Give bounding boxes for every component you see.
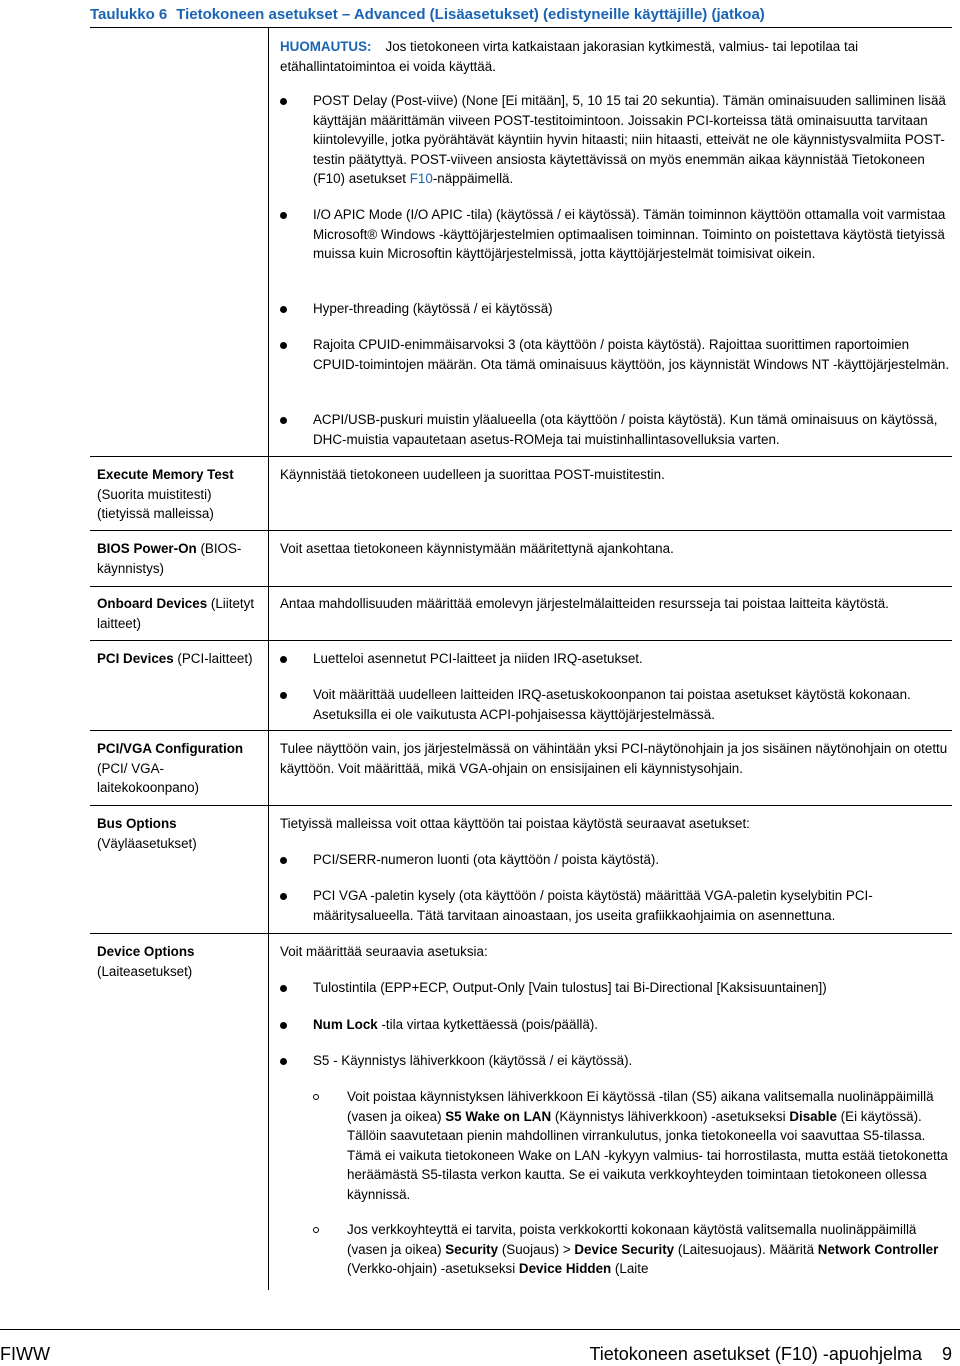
setting-translation: (Väyläasetukset)	[97, 835, 197, 851]
sub-bullet-icon	[313, 1227, 319, 1233]
list-item	[280, 886, 952, 925]
sub-text: (Suojaus) >	[498, 1241, 575, 1257]
table-title: Tietokoneen asetukset – Advanced (Lisäasetukset) (edistyneille käyttäjille) (jatkoa)	[176, 6, 765, 23]
row-label	[97, 465, 265, 524]
row-description: Käynnistää tietokoneen uudelleen ja suorittaa POST-muistitestin.	[280, 467, 665, 482]
setting-name: Device Options	[97, 944, 195, 959]
footer-title	[589, 1344, 952, 1364]
note-label: HUOMAUTUS:	[280, 39, 372, 54]
row-divider	[90, 805, 952, 806]
row-description: Voit määrittää seuraavia asetuksia:	[280, 944, 488, 959]
row-description: Tulee näyttöön vain, jos järjestelmässä on vähintään yksi PCI-näytönohjain ja jos sisäinen näytönohjain on otettu käyttöön. Voit määrittää, mikä VGA-ohjain on ensisijainen eli käynnistysohjain.	[280, 741, 948, 776]
bullet-icon	[280, 1022, 287, 1029]
row-description: Tietyissä malleissa voit ottaa käyttöön tai poistaa käytöstä seuraavat asetukset:	[280, 816, 750, 831]
bullet-icon	[280, 342, 287, 349]
row-label	[97, 814, 265, 853]
sub-list-item	[313, 1220, 952, 1279]
device-security-label: Device Security	[574, 1241, 675, 1257]
security-label: Security	[445, 1241, 499, 1257]
bullet-text: ACPI/USB-puskuri muistin yläalueella (ota käyttöön / poista käytöstä). Kun tämä ominaisuus on käytössä, DHC-muistia vapautetaan asetus-ROMeja tai muistinhallintasovelluksia varten.	[313, 412, 938, 447]
bullet-text: Voit määrittää uudelleen laitteiden IRQ-asetuskokoonpanon tai poistaa asetukset käytöstä kokonaan. Asetuksilla ei ole vaikutusta ACPI-pohjaisessa käyttöjärjestelmässä.	[313, 687, 911, 722]
disable-label: Disable	[789, 1108, 837, 1124]
table-top-rule	[90, 27, 952, 28]
row-divider	[90, 933, 952, 934]
row-description: Antaa mahdollisuuden määrittää emolevyn järjestelmälaitteiden resursseja tai poistaa laitteita käytöstä.	[280, 596, 889, 611]
bullet-text: Hyper-threading (käytössä / ei käytössä)	[313, 301, 553, 316]
column-divider	[268, 27, 269, 1290]
row-label	[97, 539, 265, 578]
setting-translation: (PCI-laitteet)	[177, 651, 253, 666]
footer-rule	[0, 1329, 960, 1330]
table-caption	[90, 5, 765, 25]
bullet-text: S5 - Käynnistys lähiverkkoon (käytössä / ei käytössä).	[313, 1053, 633, 1068]
bullet-icon	[280, 857, 287, 864]
setting-translation: (Liitetyt laitteet)	[97, 596, 255, 631]
setting-name: BIOS Power-On	[97, 541, 197, 556]
note-block	[280, 37, 952, 76]
list-item	[280, 1051, 952, 1071]
bullet-icon	[280, 893, 287, 900]
setting-translation: (Suorita muistitesti) (tietyissä malleissa)	[97, 486, 214, 521]
row-divider	[90, 640, 952, 641]
sub-text: (Laite	[611, 1261, 649, 1276]
list-item	[280, 685, 952, 724]
setting-name: Bus Options	[97, 816, 177, 831]
sub-text: (Verkko-ohjain) -asetukseksi	[347, 1261, 519, 1276]
device-hidden-label: Device Hidden	[518, 1261, 612, 1276]
bullet-icon	[280, 417, 287, 424]
num-lock-label: Num Lock	[313, 1017, 378, 1032]
list-item	[280, 978, 952, 998]
row-divider	[90, 586, 952, 587]
page-number: 9	[941, 1344, 952, 1364]
bullet-icon	[280, 656, 287, 663]
list-item	[280, 649, 952, 669]
row-label	[97, 942, 265, 981]
bullet-text: POST Delay (Post-viive) (None [Ei mitään], 5, 10 15 tai 20 sekuntia). Tämän ominaisuuden salliminen lisää käyttäjän määrittämän viiveen POST-testitoimintoon. Joissakin PCI-korteissa tätä ominaisuutta tarvitaan kiintolevyille, jotka pyörähtävät käyntiin hyvin hitaasti; niin hitaasti, etteivät ne ole käynnistysvalmiita POST-testin päätyttyä. POST-viiveen ansiosta käytettävissä on myös enemmän aikaa käynnistää Tietokoneen (F10) asetukset	[313, 93, 946, 186]
network-controller-label: Network Controller	[817, 1241, 939, 1257]
bullet-icon	[280, 985, 287, 992]
list-item	[280, 410, 952, 449]
bullet-text: I/O APIC Mode (I/O APIC -tila) (käytössä / ei käytössä). Tämän toiminnon käyttöön ottamalla voit varmistaa Microsoft® Windows -käyttöjärjestelmien optimaalisen toiminnan. Toiminto on poistettava käytöstä tietyissä muissa kuin Microsoftin käyttöjärjestelmissä, jotta käyttöjärjestelmät toimisivat oikein.	[313, 207, 946, 261]
row-description: Voit asettaa tietokoneen käynnistymään määritettynä ajankohtana.	[280, 541, 674, 556]
bullet-icon	[280, 1058, 287, 1065]
row-divider	[90, 530, 952, 531]
list-item	[280, 205, 952, 264]
bullet-text-suffix: -näppäimellä.	[432, 171, 514, 186]
note-text: Jos tietokoneen virta katkaistaan jakorasian kytkimestä, valmius- tai lepotilaa tai etähallintatoimintoa ei voida käyttää.	[280, 39, 859, 74]
bullet-text: PCI/SERR-numeron luonti (ota käyttöön / poista käytöstä).	[313, 852, 660, 867]
row-divider	[90, 730, 952, 731]
row-divider	[90, 456, 952, 457]
sub-bullet-icon	[313, 1094, 319, 1100]
list-item	[280, 1015, 952, 1035]
list-item	[280, 850, 952, 870]
table-number: Taulukko 6	[90, 6, 168, 23]
bullet-text: Rajoita CPUID-enimmäisarvoksi 3 (ota käyttöön / poista käytöstä). Rajoittaa suorittimen raportoimien CPUID-toimintojen määrän. Ota tämä ominaisuus käyttöön, jos käynnistät Windows NT -käyttöjärjestelmän.	[313, 337, 950, 372]
sub-text: Jos verkkoyhteyttä ei tarvita, poista verkkokortti kokonaan käytöstä valitsemalla nuolinäppäimillä (vasen ja oikea)	[347, 1222, 917, 1257]
setting-name: PCI Devices	[97, 651, 174, 666]
setting-translation: (BIOS-käynnistys)	[97, 541, 242, 576]
bullet-text: Luetteloi asennetut PCI-laitteet ja niiden IRQ-asetukset.	[313, 651, 643, 666]
setting-translation: (Laiteasetukset)	[97, 963, 193, 979]
row-label	[97, 739, 265, 798]
s5-wake-on-lan-label: S5 Wake on LAN	[445, 1108, 552, 1124]
bullet-text: -tila virtaa kytkettäessä (pois/päällä).	[377, 1017, 599, 1032]
sub-list-item	[313, 1087, 952, 1204]
setting-translation: (PCI/ VGA-laitekokoonpano)	[97, 760, 199, 795]
list-item	[280, 335, 952, 374]
f10-key: F10	[409, 171, 433, 186]
bullet-text: Tulostintila (EPP+ECP, Output-Only [Vain tulostus] tai Bi-Directional [Kaksisuuntainen])	[313, 980, 827, 995]
list-item	[280, 91, 952, 189]
setting-name: PCI/VGA Configuration	[97, 741, 244, 756]
bullet-icon	[280, 212, 287, 219]
footer-chapter: Tietokoneen asetukset (F10) -apuohjelma	[589, 1344, 922, 1364]
bullet-icon	[280, 306, 287, 313]
bullet-icon	[280, 98, 287, 105]
footer-locale: FIWW	[0, 1344, 50, 1364]
setting-name: Onboard Devices	[97, 596, 208, 611]
list-item	[280, 299, 952, 319]
row-label	[97, 649, 265, 669]
sub-text: Voit poistaa käynnistyksen lähiverkkoon Ei käytössä -tilan (S5) aikana valitsemalla nuolinäppäimillä (vasen ja oikea)	[347, 1089, 934, 1124]
row-label	[97, 594, 265, 633]
sub-text: (Käynnistys lähiverkkoon) -asetukseksi	[551, 1108, 790, 1124]
sub-text: (Laitesuojaus). Määritä	[674, 1241, 818, 1257]
bullet-icon	[280, 692, 287, 699]
bullet-text: PCI VGA -paletin kysely (ota käyttöön / poista käytöstä) määrittää VGA-paletin kyselybitin PCI-määritysalueella. Tätä tarvitaan ainoastaan, jos useita grafiikkaohjaimia on asennettuna.	[313, 888, 873, 923]
setting-name: Execute Memory Test	[97, 467, 234, 482]
sub-text: (Ei käytössä). Tällöin saavutetaan pienin mahdollinen virrankulutus, jonka tietokoneella voi saavuttaa S5-tilassa. Tämä ei vaikuta tietokoneen Wake on LAN -kykyyn valmius- tai horrostilasta, mutta estää tietokonetta heräämästä S5-tilasta verkon kautta. Se ei vaikuta verkkoyhteyden toimintaan tietokoneen ollessa käynnissä.	[347, 1108, 948, 1202]
